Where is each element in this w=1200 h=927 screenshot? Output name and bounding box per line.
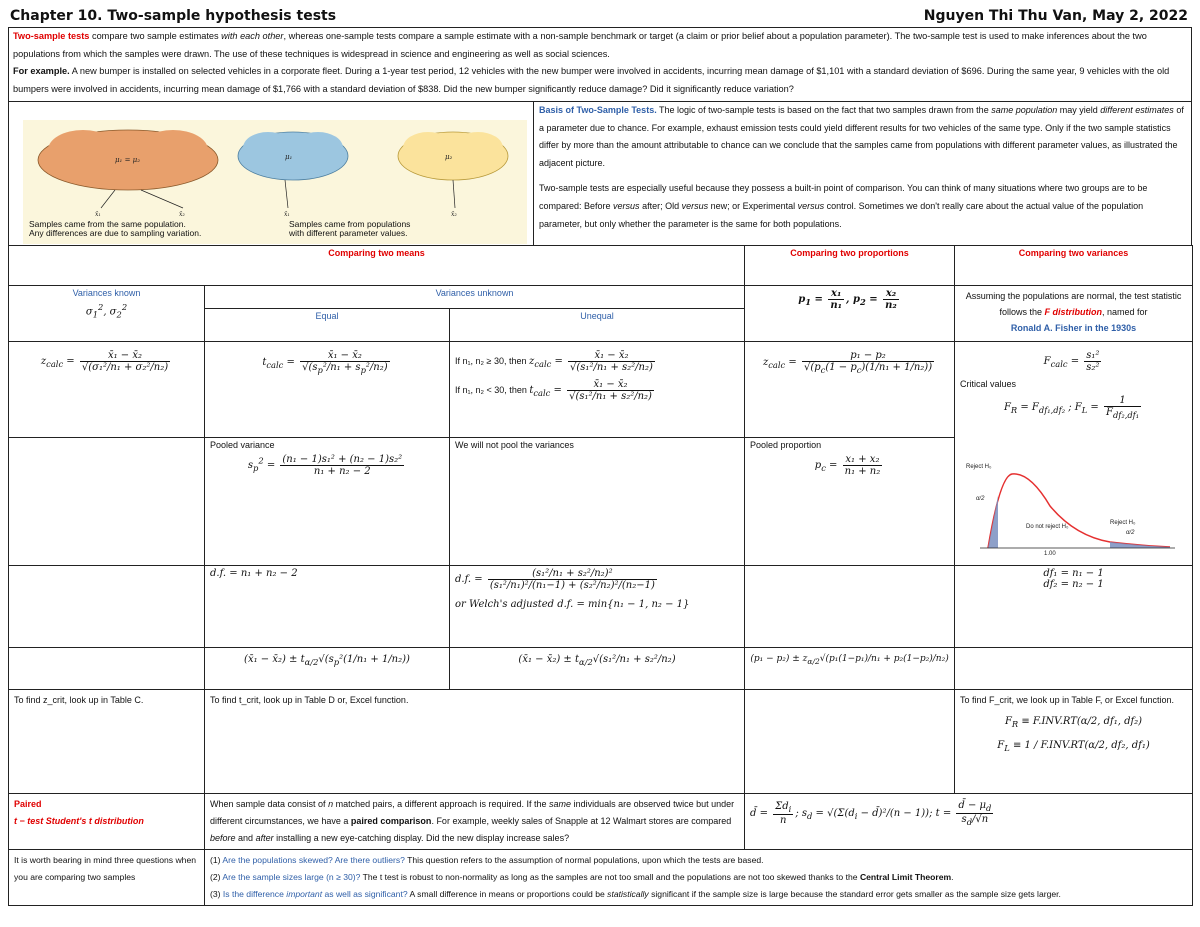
df-equal: d.f. = n₁ + n₂ − 2 [205, 566, 450, 648]
svg-text:x̄₂: x̄₂ [451, 211, 457, 218]
empty-cell-3 [745, 566, 955, 648]
critical-label: Critical values [960, 379, 1017, 389]
question-1: (1) Are the populations skewed? Are there outliers? This question refers to the assumption of normal populations, upon which the tests are based. [210, 855, 764, 865]
svg-text:μ₂: μ₂ [445, 153, 453, 161]
find-z: To find z_crit, look up in Table C. [9, 690, 205, 794]
svg-text:x̄₁: x̄₁ [284, 211, 290, 218]
svg-text:x̄₂: x̄₂ [179, 211, 185, 218]
formula-table [8, 245, 1193, 906]
find-f-cell: To find F_crit, we look up in Table F, or Excel function. $F_R \equiv F.INV.RT(\alpha/2$, df₁, df₂) $F_L \equiv 1 / F.INV.RT(\alpha/2$, df₂, df₁) [955, 690, 1193, 794]
intro-box [8, 27, 1192, 102]
var-unknown-label: Variances unknown [205, 286, 745, 309]
svg-text:x̄₁: x̄₁ [95, 211, 101, 218]
populations-figure-cell [9, 102, 534, 245]
lookup-row [9, 690, 1193, 794]
orange-cloud [38, 130, 218, 190]
df-unequal: d.f. = $\frac{\text{(s₁²/n₁ + s₂²/n₂)²}}{\text{(s₁²/n₁)²/(n₁−1) + (s₂²/n₂)²/(n₂−1)}}$ or Welch's adjusted d.f. = min{n₁ − 1, n₂ − 1} [450, 566, 745, 648]
empty-cell-6 [745, 690, 955, 794]
header-row [9, 246, 1193, 286]
subheader-row [9, 286, 1193, 309]
if-small-text: If n₁, n₂ < 30, then [455, 385, 527, 395]
var-known-label: Variances known [72, 288, 141, 298]
paired-label-2: t − test Student's t distribution [14, 816, 144, 826]
question-3: (3) Is the difference important as well as significant? A small difference in means or proportions could be statistically significant if the sample size is large because the standard error gets smaller as the sample size gets larger. [210, 889, 1061, 899]
basis-section [8, 101, 1192, 246]
intro-text: compare two sample estimates [89, 31, 222, 41]
fdist-cell: Assuming the populations are normal, the test statistic follows the F distribution, named for Ronald A. Fisher in the 1930s [955, 286, 1193, 342]
empty-cell-2 [9, 566, 205, 648]
page-header [10, 8, 1188, 28]
unequal-label: Unequal [450, 309, 745, 342]
question-2: (2) Are the sample sizes large (n ≥ 30)? The t test is robust to non-normality as long as the samples are not too small and the populations are not too skewed thanks to the Central Limit Theorem. [210, 872, 954, 882]
ci-equal: (x̄₁ − x̄₂) ± $t_{\alpha/2}√(s_p^2(1/n_1 + 1/n_2))$ [205, 648, 450, 690]
intro-text-2: , whereas one-sample tests compare a sample estimate with a non-sample benchmark or target (a claim or prior belief about a population parameter). The two-sample test is used to make inferences about the two populations from which the samples were drawn. The use of these techniques is widespread in science and engineering as well as social sciences. [13, 31, 1147, 59]
empty-cell-4 [9, 648, 205, 690]
z-known-formula: $z_{calc}$ = $\frac{\text{x̄₁ − x̄₂}}{\text{√(σ₁²/n₁ + σ₂²/n₂)}}$ [9, 342, 205, 438]
one-tick-label: 1.00 [1044, 551, 1056, 556]
svg-text:μ₁: μ₁ [285, 153, 293, 161]
test-stat-row [9, 342, 1193, 438]
paired-text: When sample data consist of n matched pairs, a different approach is required. If the same individuals are observed twice but under different circumstances, we have a paired comparison. For example, weekly sales of Snapple at 12 Walmart stores are compared before and after installing a new eye-catching display. Did the new display increase sales? [205, 794, 745, 850]
pooled-proportion-cell: Pooled proportion $p_c$ = $\frac{\text{x₁ + x₂}}{\text{n₁ + n₂}}$ [745, 438, 955, 566]
chapter-title: Chapter 10. Two-sample hypothesis tests [10, 8, 337, 24]
t-equal-formula: $t_{calc}$ = $\frac{\text{x̄₁ − x̄₂}}{√(s_p^2/n_1 + s_p^2/n_2)}$ [205, 342, 450, 438]
pooled-variance-cell: Pooled variance $s_p^2$ = $\frac{\text{(n₁ − 1)s₁² + (n₂ − 1)s₂²}}{\text{n₁ + n₂ − 2}}$ [205, 438, 450, 566]
welch-text: or Welch's adjusted d.f. = min{n₁ − 1, n₂ − 1} [455, 599, 690, 610]
h-proportions: Comparing two proportions [745, 246, 955, 286]
f-stat-cell: $F_{calc}$ = $\frac{\text{s₁²}}{\text{s₂²}}$ Critical values $F_R = F_{df_1,df_2}$ ; $F_L$ = $\frac{1}{F_{df_2,df_1}}$ Reject H₀ α/2 Do not reject H₀ Reject H₀ α/2 1.00 [955, 342, 1193, 566]
paired-row [9, 794, 1193, 850]
ci-row [9, 648, 1193, 690]
yellow-cloud [398, 132, 508, 180]
questions-intro: It is worth bearing in mind three questions when you are comparing two samples [9, 850, 205, 906]
blue-cloud [238, 132, 348, 180]
var-known-cell: Variances known $\sigma_1^2$, $\sigma_2^2$ [9, 286, 205, 342]
example-label: For example. [13, 66, 70, 76]
author-date: Nguyen Thi Thu Van, May 2, 2022 [923, 8, 1188, 24]
pooled-proportion-label: Pooled proportion [750, 440, 822, 450]
pooled-variance-label: Pooled variance [210, 440, 275, 450]
questions-cell [205, 850, 1193, 906]
equal-label: Equal [205, 309, 450, 342]
unequal-formula-cell: If n₁, n₂ ≥ 30, then $z_{calc}$ = $\frac{\text{x̄₁ − x̄₂}}{\text{√(s₁²/n₁ + s₂²/n₂)}}$ If n₁, n₂ < 30, then $t_{calc}$ = $\frac{\text{x̄₁ − x̄₂}}{\text{√(s₁²/n₁ + s₂²/n₂)}}$ [450, 342, 745, 438]
figure-caption-left: Samples came from the same population. Any differences are due to sampling variation. [29, 219, 202, 238]
ci-unequal: (x̄₁ − x̄₂) ± $t_{\alpha/2}√(s_1^2/n_1 + s_2^2/n_2)$ [450, 648, 745, 690]
paired-label-cell [9, 794, 205, 850]
basis-text: Basis of Two-Sample Tests. The logic of two-sample tests is based on the fact that two samples drawn from the same population may yield different estimates of a parameter due to chance. For example, exhaust emission tests could yield different results for two vehicles of the same type. Only if the two sample statistics differ by more than the amount attributable to chance can we conclude that the samples came from populations with different parameter values, as illustrated the adjacent picture. Two-sample tests are especially useful because they possess a built-in point of comparison. You can think of many situations where two groups are to be compared: Before versus after; Old versus new; or Experimental versus control. Sometimes we don't really care about the actual value of the population parameter, but only whether the parameter is the same for both populations. [539, 105, 1184, 229]
figure-caption-right: Samples came from populations with different parameter values. [289, 219, 411, 238]
reject-right-label: Reject H₀ [1110, 520, 1136, 526]
df-variances: df₁ = n₁ − 1 df₂ = n₂ − 1 [955, 566, 1193, 648]
alpha-left-label: α/2 [976, 496, 985, 502]
z-prop-formula: $z_{calc}$ = $\frac{\text{p₁ − p₂}}{√(p_c(1 - p_c)(1/n_1 + 1/n_2))}$ [745, 342, 955, 438]
example-text: A new bumper is installed on selected vehicles in a corporate fleet. During a 1-year test period, 12 vehicles with the new bumper were involved in accidents, incurring mean damage of $1,101 with a standard deviation of $696. During the same year, 9 vehicles with the old bumpers were involved in accidents, incurring mean damage of $1,766 with a standard deviation of $838. Did the new bumper significantly reduce damage? Did it significantly reduce variation? [13, 66, 1170, 94]
svg-text:μ₁ = μ₂: μ₁ = μ₂ [115, 156, 141, 164]
ci-proportions: $(p_1 - p_2) \pm z_{\alpha/2}√(p_1(1-p_1)/n_1 + p_2(1-p_2)/n_2)$ [745, 648, 955, 690]
if-large-text: If n₁, n₂ ≥ 30, then [455, 356, 527, 366]
empty-cell-1 [9, 438, 205, 566]
find-f: To find F_crit, we look up in Table F, or Excel function. [960, 695, 1174, 705]
do-not-reject-label: Do not reject H₀ [1026, 524, 1069, 530]
h-means: Comparing two means [9, 246, 745, 286]
reject-left-label: Reject H₀ [966, 464, 992, 470]
find-t: To find t_crit, look up in Table D or, Excel function. [205, 690, 745, 794]
h-variances: Comparing two variances [955, 246, 1193, 286]
df-row [9, 566, 1193, 648]
populations-figure [23, 120, 527, 244]
paired-formula: d̄ = $\frac{\Sigma d_i}{n}$ ; $s_d = √(\Sigma(d_i$ − d̄)²/(n − 1)); t = $\frac{d̄ - \mu_d}{s_d/√n}$ [745, 794, 1193, 850]
intro-emph: with each other [221, 31, 284, 41]
no-pool-cell: We will not pool the variances [450, 438, 745, 566]
prop-def-cell: $p_1$ = $\frac{\text{x₁}}{\text{n₁}}$ , $p_2$ = $\frac{\text{x₂}}{\text{n₂}}$ [745, 286, 955, 342]
paired-label: Paired [14, 799, 42, 809]
alpha-right-label: α/2 [1126, 530, 1135, 536]
questions-row [9, 850, 1193, 906]
empty-cell-5 [955, 648, 1193, 690]
f-distribution-figure [960, 456, 1186, 556]
basis-label: Basis of Two-Sample Tests. [539, 105, 657, 115]
basis-para-2: Two-sample tests are especially useful because they possess a built-in point of comparison. You can think of many situations where two groups are to be compared: Before [539, 183, 1148, 211]
intro-term: Two-sample tests [13, 31, 90, 41]
